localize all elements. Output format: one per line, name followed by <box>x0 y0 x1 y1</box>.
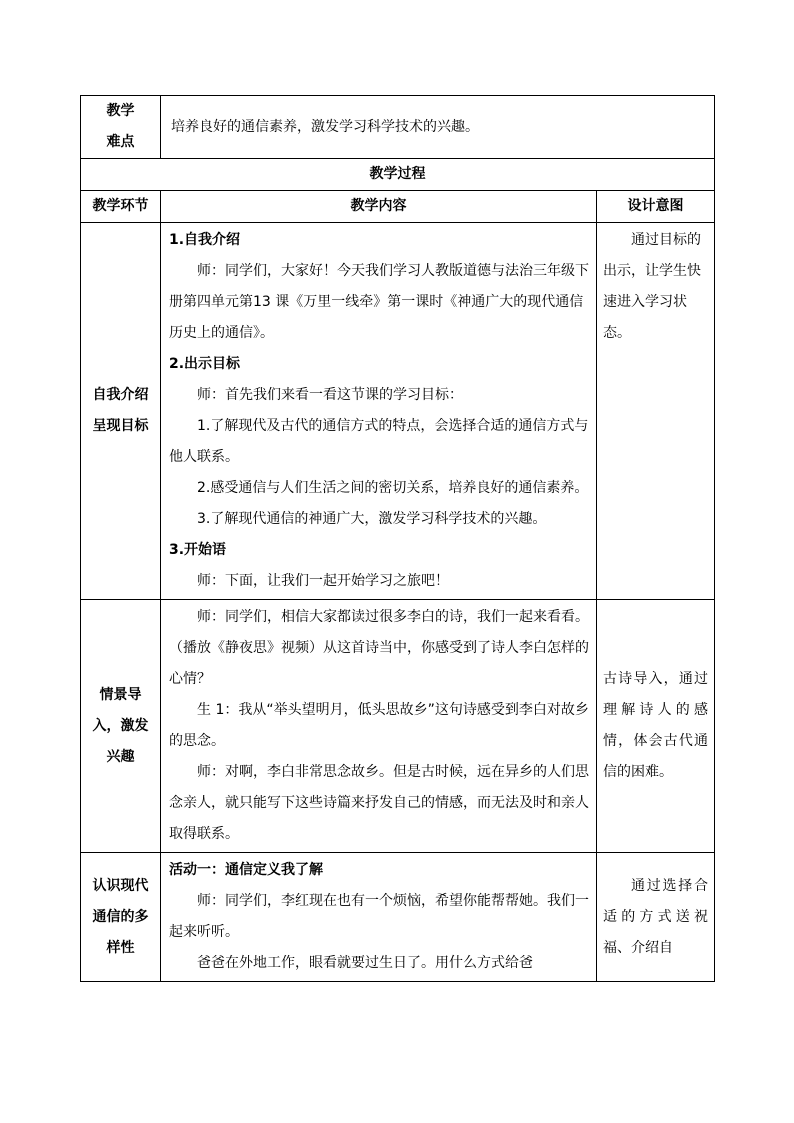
header-stage: 教学环节 <box>81 191 161 223</box>
stage-label: 自我介绍 呈现目标 <box>81 223 161 600</box>
intent-text: 通过目标的出示，让学生快速进入学习状态。 <box>603 232 701 341</box>
lesson-plan-table <box>80 95 715 982</box>
difficulty-text: 培养良好的通信素养，激发学习科学技术的兴趣。 <box>161 96 715 159</box>
stage-content <box>161 600 597 853</box>
content-paragraph: 师：同学们，大家好！今天我们学习人教版道德与法治三年级下册第四单元第13 课《万里一线牵》第一课时《神通广大的现代通信 历史上的通信》。 <box>169 263 589 341</box>
stage-intent <box>597 853 715 982</box>
stage-intent <box>597 600 715 853</box>
intent-text: 通过选择合适的方式送祝福、介绍自 <box>603 877 708 956</box>
stage-content <box>161 223 597 600</box>
content-paragraph: 2.感受通信与人们生活之间的密切关系，培养良好的通信素养。 <box>197 480 589 496</box>
process-title-row <box>81 159 715 191</box>
stage-label: 认识现代 通信的多 样性 <box>81 853 161 982</box>
content-paragraph: 师：下面，让我们一起开始学习之旅吧！ <box>197 573 449 589</box>
stage-row-3 <box>81 853 715 982</box>
content-paragraph: 师：首先我们来看一看这节课的学习目标： <box>197 387 463 403</box>
process-title: 教学过程 <box>81 159 715 191</box>
content-subheading: 2.出示目标 <box>169 356 241 372</box>
content-paragraph: 生 1：我从“举头望明月，低头思故乡”这句诗感受到李白对故乡的思念。 <box>169 702 589 749</box>
difficulty-row <box>81 96 715 159</box>
stage-content <box>161 853 597 982</box>
header-content: 教学内容 <box>161 191 597 223</box>
stage-label: 情景导 入，激发 兴趣 <box>81 600 161 853</box>
content-paragraph: 师：同学们，相信大家都读过很多李白的诗，我们一起来看看。（播放《静夜思》视频）从这首诗当中，你感受到了诗人李白怎样的心情？ <box>169 609 589 687</box>
content-subheading: 3.开始语 <box>169 542 227 558</box>
content-subheading: 活动一：通信定义我了解 <box>169 862 323 878</box>
difficulty-label: 教学 难点 <box>81 96 161 159</box>
content-paragraph: 3.了解现代通信的神通广大，激发学习科学技术的兴趣。 <box>197 511 547 527</box>
content-subheading: 1.自我介绍 <box>169 232 241 248</box>
intent-text: 古诗导入，通过理解诗人的感情，体会古代通信的困难。 <box>603 671 708 780</box>
header-intent: 设计意图 <box>597 191 715 223</box>
header-row <box>81 191 715 223</box>
stage-row-2 <box>81 600 715 853</box>
stage-intent <box>597 223 715 600</box>
content-paragraph: 爸爸在外地工作，眼看就要过生日了。用什么方式给爸 <box>197 955 533 971</box>
stage-row-1 <box>81 223 715 600</box>
content-paragraph: 师：同学们，李红现在也有一个烦恼，希望你能帮帮她。我们一起来听听。 <box>169 893 589 940</box>
content-paragraph: 1.了解现代及古代的通信方式的特点，会选择合适的通信方式与他人联系。 <box>169 418 589 465</box>
content-paragraph: 师：对啊，李白非常思念故乡。但是古时候，远在异乡的人们思念亲人，就只能写下这些诗篇来抒发自己的情感，而无法及时和亲人取得联系。 <box>169 764 589 842</box>
